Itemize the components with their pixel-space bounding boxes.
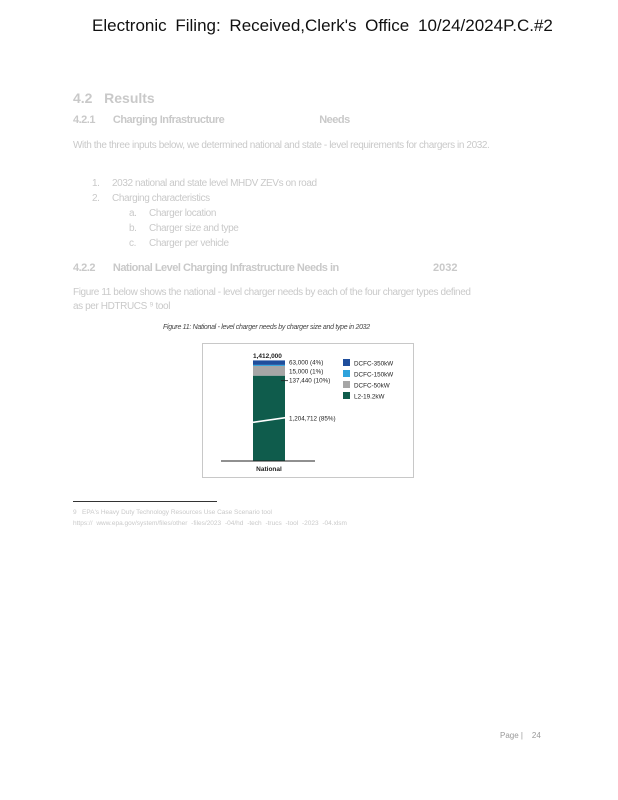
data-label: 63,000 (4%) xyxy=(289,359,324,367)
subsection-title-year: 2032 xyxy=(433,262,458,274)
sublist-item xyxy=(129,238,229,249)
legend-swatch xyxy=(343,392,350,399)
legend-swatch xyxy=(343,359,350,366)
bar-segment xyxy=(253,360,285,364)
sublist-marker: a. xyxy=(129,208,137,219)
legend-swatch xyxy=(343,370,350,377)
sublist-marker: b. xyxy=(129,223,137,234)
footnote-marker: 9 xyxy=(73,509,77,516)
sublist-marker: c. xyxy=(129,238,136,249)
bar-segment xyxy=(253,365,285,366)
subsection-heading-2 xyxy=(73,262,339,274)
subsection-heading-1 xyxy=(73,114,350,126)
section-number: 4.2 xyxy=(73,90,93,106)
list-text: Charging characteristics xyxy=(112,193,210,204)
list-marker: 2. xyxy=(92,193,100,204)
sublist-text: Charger location xyxy=(149,208,216,219)
x-tick-label: National xyxy=(256,466,282,473)
stacked-bar-chart xyxy=(203,344,413,477)
footnote-link: https:// www.epa.gov/system/files/other -files/2023 -04/hd -tech -trucs -tool -2023 -04.xlsm xyxy=(73,520,347,527)
footnote-divider xyxy=(73,501,217,502)
subsection-title-b: Needs xyxy=(319,114,350,126)
legend-swatch xyxy=(343,381,350,388)
page-value: 24 xyxy=(531,731,541,740)
sublist-text: Charger per vehicle xyxy=(149,238,229,249)
data-label: 137,440 (10%) xyxy=(289,377,331,385)
page-label: Page | xyxy=(500,731,523,740)
sublist-item xyxy=(129,208,216,219)
data-label: 15,000 (1%) xyxy=(289,368,324,376)
list-text: 2032 national and state level MHDV ZEVs on road xyxy=(112,178,317,189)
figure-caption: Figure 11: National - level charger needs by charger size and type in 2032 xyxy=(163,324,370,331)
data-label: 1,204,712 (85%) xyxy=(289,415,336,423)
section-title: Results xyxy=(104,90,155,106)
legend-label: L2-19.2kW xyxy=(354,393,385,401)
subsection-number: 4.2.1 xyxy=(73,114,95,126)
section-heading xyxy=(73,90,155,106)
subsection-title-a: National Level Charging Infrastructure Needs in xyxy=(112,262,339,274)
subsection-number: 4.2.2 xyxy=(73,262,95,274)
footnote-text: EPA's Heavy Duty Technology Resources Use Case Scenario tool xyxy=(82,509,273,516)
legend-label: DCFC-50kW xyxy=(354,382,390,390)
legend-label: DCFC-150kW xyxy=(354,371,394,379)
paragraph: Figure 11 below shows the national - level charger needs by each of the four charger types defined as per HDTRUCS ⁹ tool xyxy=(73,287,471,312)
list-item xyxy=(92,178,317,189)
legend-label: DCFC-350kW xyxy=(354,360,394,368)
sublist-text: Charger size and type xyxy=(149,223,239,234)
total-label: 1,412,000 xyxy=(253,353,282,360)
subsection-title-a: Charging Infrastructure xyxy=(112,114,225,126)
paragraph: With the three inputs below, we determined national and state - level requirements for chargers in 2032. xyxy=(73,140,490,151)
filing-header: Electronic Filing: Received,Clerk's Office 10/24/2024P.C.#2 xyxy=(92,16,553,35)
sublist-item xyxy=(129,223,238,234)
footnote xyxy=(73,509,272,516)
bar-segment xyxy=(253,366,285,376)
list-item xyxy=(92,193,210,204)
chart-figure xyxy=(202,343,414,478)
list-marker: 1. xyxy=(92,178,100,189)
page-number xyxy=(500,731,541,740)
